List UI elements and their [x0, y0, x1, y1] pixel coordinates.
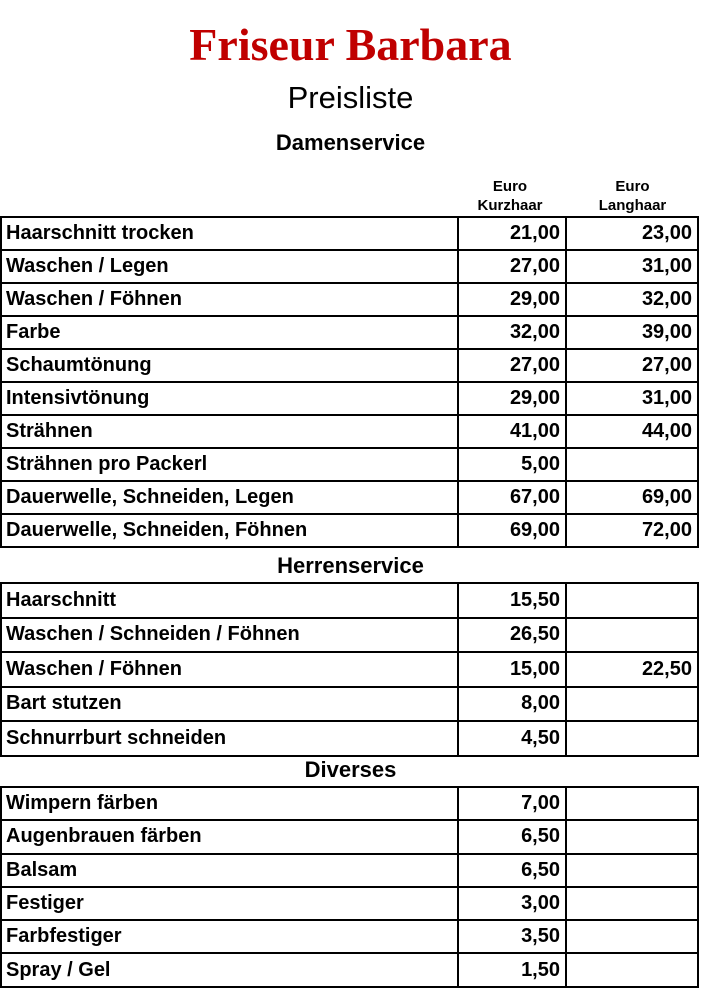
- price-kurzhaar: 21,00: [458, 217, 566, 250]
- table-row: [1, 583, 698, 618]
- column-header-kurzhaar-line1: Euro: [492, 178, 528, 195]
- table-row: [1, 481, 698, 514]
- column-header-kurzhaar: [470, 177, 550, 215]
- section-title-herren: Herrenservice: [277, 553, 424, 578]
- service-name: Strähnen pro Packerl: [1, 448, 458, 481]
- service-name: Dauerwelle, Schneiden, Föhnen: [1, 514, 458, 547]
- table-row: [1, 920, 698, 953]
- price-langhaar: 23,00: [566, 217, 698, 250]
- service-name: Waschen / Schneiden / Föhnen: [1, 618, 458, 653]
- price-kurzhaar: 15,50: [458, 583, 566, 618]
- price-kurzhaar: 6,50: [458, 854, 566, 887]
- price-table-diverses: [0, 786, 699, 988]
- table-row: [1, 250, 698, 283]
- service-name: Farbe: [1, 316, 458, 349]
- service-name: Intensivtönung: [1, 382, 458, 415]
- column-header-kurzhaar-line2: Kurzhaar: [477, 197, 543, 214]
- column-header-langhaar-line1: Euro: [615, 178, 650, 195]
- price-langhaar: 44,00: [566, 415, 698, 448]
- price-langhaar: 22,50: [566, 652, 698, 687]
- price-kurzhaar: 3,50: [458, 920, 566, 953]
- price-langhaar: 31,00: [566, 382, 698, 415]
- table-row: [1, 415, 698, 448]
- price-langhaar: [566, 687, 698, 722]
- table-row: [1, 514, 698, 547]
- price-kurzhaar: 26,50: [458, 618, 566, 653]
- service-name: Schaumtönung: [1, 349, 458, 382]
- column-header-langhaar: [590, 177, 675, 215]
- service-name: Farbfestiger: [1, 920, 458, 953]
- price-langhaar: [566, 448, 698, 481]
- table-row: [1, 316, 698, 349]
- table-row: [1, 887, 698, 920]
- salon-title: Friseur Barbara: [189, 19, 512, 70]
- price-table-damen: [0, 216, 699, 548]
- price-table-herren: [0, 582, 699, 757]
- service-name: Haarschnitt trocken: [1, 217, 458, 250]
- table-row: [1, 721, 698, 756]
- price-langhaar: [566, 820, 698, 853]
- price-kurzhaar: 32,00: [458, 316, 566, 349]
- service-name: Schnurrburt schneiden: [1, 721, 458, 756]
- price-langhaar: [566, 953, 698, 986]
- table-row: [1, 652, 698, 687]
- service-name: Balsam: [1, 854, 458, 887]
- price-langhaar: [566, 887, 698, 920]
- table-row: [1, 854, 698, 887]
- price-langhaar: 27,00: [566, 349, 698, 382]
- table-row: [1, 787, 698, 820]
- service-name: Waschen / Föhnen: [1, 652, 458, 687]
- price-kurzhaar: 4,50: [458, 721, 566, 756]
- table-row: [1, 382, 698, 415]
- price-langhaar: 72,00: [566, 514, 698, 547]
- price-kurzhaar: 6,50: [458, 820, 566, 853]
- price-kurzhaar: 29,00: [458, 382, 566, 415]
- price-kurzhaar: 67,00: [458, 481, 566, 514]
- table-row: [1, 349, 698, 382]
- price-langhaar: [566, 920, 698, 953]
- service-name: Spray / Gel: [1, 953, 458, 986]
- price-kurzhaar: 69,00: [458, 514, 566, 547]
- price-kurzhaar: 3,00: [458, 887, 566, 920]
- service-name: Waschen / Legen: [1, 250, 458, 283]
- price-kurzhaar: 29,00: [458, 283, 566, 316]
- price-kurzhaar: 5,00: [458, 448, 566, 481]
- service-name: Augenbrauen färben: [1, 820, 458, 853]
- price-langhaar: [566, 721, 698, 756]
- table-row: [1, 953, 698, 986]
- price-kurzhaar: 27,00: [458, 250, 566, 283]
- table-row: [1, 283, 698, 316]
- price-langhaar: 31,00: [566, 250, 698, 283]
- service-name: Strähnen: [1, 415, 458, 448]
- service-name: Haarschnitt: [1, 583, 458, 618]
- column-header-langhaar-line2: Langhaar: [598, 197, 667, 214]
- table-row: [1, 820, 698, 853]
- price-kurzhaar: 8,00: [458, 687, 566, 722]
- price-kurzhaar: 1,50: [458, 953, 566, 986]
- price-kurzhaar: 7,00: [458, 787, 566, 820]
- price-langhaar: 32,00: [566, 283, 698, 316]
- price-langhaar: 39,00: [566, 316, 698, 349]
- price-langhaar: [566, 583, 698, 618]
- price-langhaar: 69,00: [566, 481, 698, 514]
- price-langhaar: [566, 854, 698, 887]
- price-kurzhaar: 15,00: [458, 652, 566, 687]
- service-name: Waschen / Föhnen: [1, 283, 458, 316]
- price-kurzhaar: 27,00: [458, 349, 566, 382]
- price-langhaar: [566, 787, 698, 820]
- service-name: Wimpern färben: [1, 787, 458, 820]
- table-row: [1, 217, 698, 250]
- price-kurzhaar: 41,00: [458, 415, 566, 448]
- service-name: Festiger: [1, 887, 458, 920]
- table-row: [1, 618, 698, 653]
- table-row: [1, 448, 698, 481]
- section-title-diverses: Diverses: [304, 757, 397, 782]
- table-row: [1, 687, 698, 722]
- section-title-damen: Damenservice: [275, 130, 426, 155]
- service-name: Dauerwelle, Schneiden, Legen: [1, 481, 458, 514]
- service-name: Bart stutzen: [1, 687, 458, 722]
- price-langhaar: [566, 618, 698, 653]
- price-list-subtitle: Preisliste: [287, 80, 414, 115]
